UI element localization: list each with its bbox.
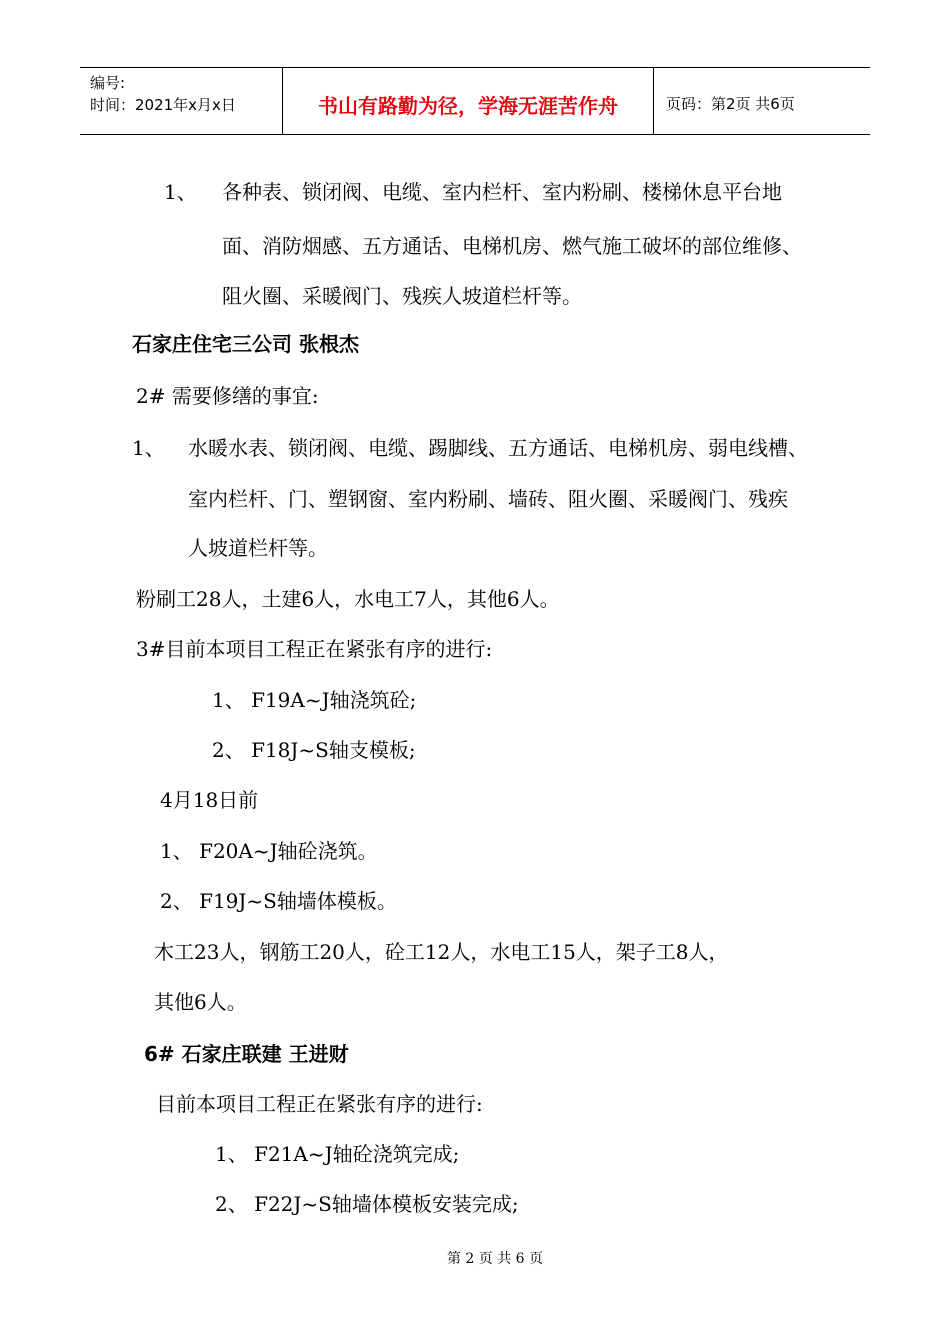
block6-item2: 2、 F22J~S轴墙体模板安装完成; xyxy=(215,1192,519,1216)
workers2-line2: 其他6人。 xyxy=(154,990,247,1014)
block6-heading: 6# 石家庄联建 王进财 xyxy=(144,1042,349,1066)
header-left-cell xyxy=(80,68,283,134)
page-footer: 第 2 页 共 6 页 xyxy=(446,1251,544,1267)
block2-line2: 室内栏杆、门、塑钢窗、室内粉刷、墙砖、阻火圈、采暖阀门、残疾 xyxy=(188,487,788,511)
item1-number: 1、 xyxy=(164,180,197,204)
block2-line3: 人坡道栏杆等。 xyxy=(188,536,328,560)
workers2-line1: 木工23人，钢筋工20人，砼工12人，水电工15人，架子工8人， xyxy=(154,940,729,964)
block2-number: 1、 xyxy=(132,436,165,460)
block3-item2: 2、 F18J~S轴支模板; xyxy=(212,738,416,762)
page-code: 页码：第2页 共6页 xyxy=(666,94,795,113)
block3-next2: 2、 F19J~S轴墙体模板。 xyxy=(160,889,397,913)
block2-title: 2# 需要修缮的事宜: xyxy=(136,384,319,408)
item1-line2: 面、消防烟感、五方通话、电梯机房、燃气施工破坏的部位维修、 xyxy=(222,234,802,258)
block2-line1: 水暖水表、锁闭阀、电缆、踢脚线、五方通话、电梯机房、弱电线槽、 xyxy=(188,436,808,460)
block3-next1: 1、 F20A~J轴砼浇筑。 xyxy=(160,839,378,863)
company1-heading: 石家庄住宅三公司 张根杰 xyxy=(132,332,359,356)
block6-item1: 1、 F21A~J轴砼浇筑完成; xyxy=(215,1142,460,1166)
block6-progress: 目前本项目工程正在紧张有序的进行: xyxy=(156,1092,483,1116)
time-label: 时间：2021年x月x日 xyxy=(90,96,236,114)
date-before-line: 4月18日前 xyxy=(160,788,259,812)
item1-line3: 阻火圈、采暖阀门、残疾人坡道栏杆等。 xyxy=(222,284,582,308)
page-header xyxy=(80,67,870,135)
header-slogan: 书山有路勤为径，学海无涯苦作舟 xyxy=(318,93,618,118)
block3-item1: 1、 F19A~J轴浇筑砼; xyxy=(212,688,417,712)
header-slogan-cell xyxy=(283,68,654,134)
block3-title: 3#目前本项目工程正在紧张有序的进行: xyxy=(136,637,493,661)
workers1-line: 粉刷工28人，土建6人，水电工7人，其他6人。 xyxy=(136,587,560,611)
item1-line1: 各种表、锁闭阀、电缆、室内栏杆、室内粉刷、楼梯休息平台地 xyxy=(222,180,782,204)
header-right-cell xyxy=(654,68,870,134)
number-label: 编号: xyxy=(90,74,126,92)
